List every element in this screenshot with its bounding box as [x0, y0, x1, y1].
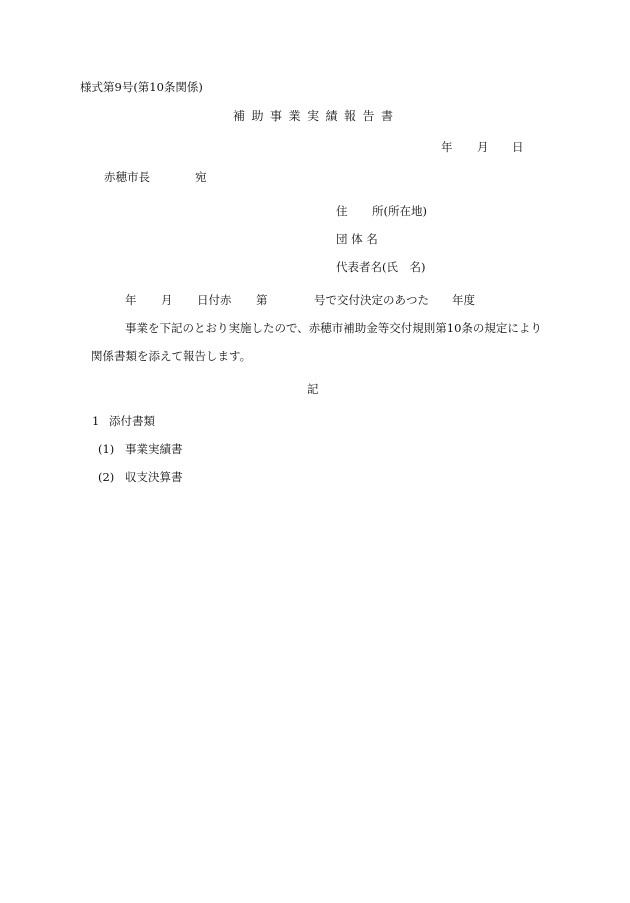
record-heading: 記 — [307, 382, 319, 396]
addressee-suffix: 宛 — [195, 170, 207, 184]
representative-label: 代表者名(氏 名) — [336, 260, 426, 274]
attachment-number: (2) — [98, 470, 115, 484]
body-fiscal-year: 年度 — [452, 293, 475, 307]
body-number-suffix: 号で交付決定のあつた — [314, 293, 429, 307]
body-line-3: 関係書類を添えて報告します。 — [91, 349, 252, 363]
date-day: 日 — [512, 140, 524, 154]
body-month: 月 — [161, 293, 173, 307]
organization-label: 団 体 名 — [336, 232, 378, 246]
date-year: 年 — [441, 140, 453, 154]
body-year: 年 — [125, 293, 137, 307]
attachment-number: (1) — [98, 442, 115, 456]
attachments-heading: 添付書類 — [109, 414, 155, 428]
body-line-2: 事業を下記のとおり実施したので、赤穂市補助金等交付規則第10条の規定により — [125, 321, 542, 335]
date-month: 月 — [477, 140, 489, 154]
attachment-label: 事業実績書 — [125, 442, 183, 456]
address-label-rest: 所(所在地) — [372, 204, 427, 218]
attachment-label: 収支決算書 — [125, 470, 183, 484]
body-number-prefix: 第 — [256, 293, 268, 307]
address-label-first: 住 — [336, 204, 348, 218]
addressee-recipient: 赤穂市長 — [104, 170, 150, 184]
attachments-heading-number: 1 — [92, 414, 100, 428]
form-number: 様式第9号(第10条関係) — [80, 80, 203, 94]
document-title: 補助事業実績報告書 — [233, 109, 400, 123]
body-day-issuer: 日付赤 — [197, 293, 232, 307]
